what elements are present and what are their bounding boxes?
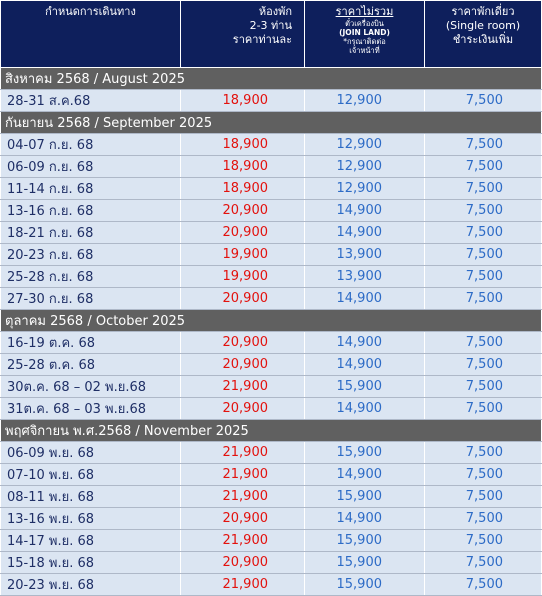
join-land-price-cell: 14,900 xyxy=(305,222,425,244)
room-price-cell: 21,900 xyxy=(181,574,305,596)
room-price-cell: 20,900 xyxy=(181,332,305,354)
table-row xyxy=(1,332,542,354)
single-room-cell: 7,500 xyxy=(425,90,542,112)
single-room-cell: 7,500 xyxy=(425,200,542,222)
table-row xyxy=(1,90,542,112)
join-land-price-cell: 12,900 xyxy=(305,134,425,156)
date-cell: 30ต.ค. 68 – 02 พ.ย.68 xyxy=(1,376,181,398)
room-price-cell: 21,900 xyxy=(181,376,305,398)
single-room-cell: 7,500 xyxy=(425,178,542,200)
room-price-cell: 20,900 xyxy=(181,288,305,310)
table-row xyxy=(1,552,542,574)
date-cell: 28-31 ส.ค.68 xyxy=(1,90,181,112)
date-cell: 15-18 พ.ย. 68 xyxy=(1,552,181,574)
table-row xyxy=(1,354,542,376)
month-header-row xyxy=(1,112,542,134)
month-title: ตุลาคม 2568 / October 2025 xyxy=(1,310,542,332)
single-room-cell: 7,500 xyxy=(425,244,542,266)
join-land-price-cell: 15,900 xyxy=(305,442,425,464)
join-land-price-cell: 13,900 xyxy=(305,244,425,266)
table-row xyxy=(1,200,542,222)
header-single-room: ราคาพักเดี่ยว (Single room) ชำระเงินเพิ่ม xyxy=(425,1,542,68)
single-room-cell: 7,500 xyxy=(425,156,542,178)
join-land-price-cell: 15,900 xyxy=(305,486,425,508)
room-price-cell: 18,900 xyxy=(181,134,305,156)
single-room-cell: 7,500 xyxy=(425,508,542,530)
single-room-cell: 7,500 xyxy=(425,530,542,552)
join-land-price-cell: 12,900 xyxy=(305,156,425,178)
table-row xyxy=(1,442,542,464)
month-header-row xyxy=(1,420,542,442)
room-price-cell: 18,900 xyxy=(181,156,305,178)
table-row xyxy=(1,398,542,420)
join-land-price-cell: 13,900 xyxy=(305,266,425,288)
table-row xyxy=(1,156,542,178)
single-room-cell: 7,500 xyxy=(425,222,542,244)
room-price-cell: 18,900 xyxy=(181,90,305,112)
join-land-price-cell: 12,900 xyxy=(305,90,425,112)
date-cell: 25-28 ต.ค. 68 xyxy=(1,354,181,376)
join-land-price-cell: 14,900 xyxy=(305,288,425,310)
single-room-cell: 7,500 xyxy=(425,134,542,156)
header-room-price: ห้องพัก 2-3 ท่าน ราคาท่านละ xyxy=(181,1,305,68)
date-cell: 18-21 ก.ย. 68 xyxy=(1,222,181,244)
join-land-price-cell: 12,900 xyxy=(305,178,425,200)
room-price-cell: 20,900 xyxy=(181,354,305,376)
table-row xyxy=(1,288,542,310)
table-body xyxy=(1,68,542,596)
date-cell: 06-09 พ.ย. 68 xyxy=(1,442,181,464)
date-cell: 16-19 ต.ค. 68 xyxy=(1,332,181,354)
date-cell: 14-17 พ.ย. 68 xyxy=(1,530,181,552)
date-cell: 11-14 ก.ย. 68 xyxy=(1,178,181,200)
join-land-price-cell: 14,900 xyxy=(305,354,425,376)
month-title: สิงหาคม 2568 / August 2025 xyxy=(1,68,542,90)
join-land-price-cell: 14,900 xyxy=(305,332,425,354)
single-room-cell: 7,500 xyxy=(425,442,542,464)
table-row xyxy=(1,376,542,398)
single-room-cell: 7,500 xyxy=(425,464,542,486)
single-room-cell: 7,500 xyxy=(425,398,542,420)
date-cell: 06-09 ก.ย. 68 xyxy=(1,156,181,178)
table-row xyxy=(1,222,542,244)
table-row xyxy=(1,486,542,508)
room-price-cell: 21,900 xyxy=(181,442,305,464)
table-row xyxy=(1,244,542,266)
date-cell: 13-16 พ.ย. 68 xyxy=(1,508,181,530)
date-cell: 13-16 ก.ย. 68 xyxy=(1,200,181,222)
single-room-cell: 7,500 xyxy=(425,332,542,354)
table-row xyxy=(1,530,542,552)
date-cell: 04-07 ก.ย. 68 xyxy=(1,134,181,156)
header-join-land-price: ราคาไม่รวม ตั๋วเครื่องบิน (JOIN LAND) *กรุณาติดต่อ เจ้าหน้าที่ xyxy=(305,1,425,68)
single-room-cell: 7,500 xyxy=(425,552,542,574)
table-row xyxy=(1,178,542,200)
single-room-cell: 7,500 xyxy=(425,288,542,310)
date-cell: 31ต.ค. 68 – 03 พ.ย.68 xyxy=(1,398,181,420)
join-land-price-cell: 15,900 xyxy=(305,530,425,552)
month-header-row xyxy=(1,68,542,90)
date-cell: 07-10 พ.ย. 68 xyxy=(1,464,181,486)
table-row xyxy=(1,508,542,530)
table-row xyxy=(1,464,542,486)
room-price-cell: 20,900 xyxy=(181,200,305,222)
room-price-cell: 20,900 xyxy=(181,508,305,530)
month-header-row xyxy=(1,310,542,332)
room-price-cell: 21,900 xyxy=(181,530,305,552)
room-price-cell: 19,900 xyxy=(181,244,305,266)
room-price-cell: 19,900 xyxy=(181,266,305,288)
single-room-cell: 7,500 xyxy=(425,354,542,376)
join-land-price-cell: 14,900 xyxy=(305,200,425,222)
month-title: พฤศจิกายน พ.ศ.2568 / November 2025 xyxy=(1,420,542,442)
join-land-price-cell: 14,900 xyxy=(305,464,425,486)
single-room-cell: 7,500 xyxy=(425,486,542,508)
room-price-cell: 20,900 xyxy=(181,222,305,244)
date-cell: 08-11 พ.ย. 68 xyxy=(1,486,181,508)
table-row xyxy=(1,266,542,288)
room-price-cell: 20,900 xyxy=(181,398,305,420)
table-row xyxy=(1,134,542,156)
date-cell: 27-30 ก.ย. 68 xyxy=(1,288,181,310)
join-land-price-cell: 15,900 xyxy=(305,552,425,574)
join-land-price-cell: 15,900 xyxy=(305,376,425,398)
date-cell: 25-28 ก.ย. 68 xyxy=(1,266,181,288)
join-land-price-cell: 14,900 xyxy=(305,398,425,420)
date-cell: 20-23 ก.ย. 68 xyxy=(1,244,181,266)
room-price-cell: 21,900 xyxy=(181,486,305,508)
single-room-cell: 7,500 xyxy=(425,574,542,596)
table-row xyxy=(1,574,542,596)
header-date: กำหนดการเดินทาง xyxy=(1,1,181,68)
join-land-price-cell: 14,900 xyxy=(305,508,425,530)
single-room-cell: 7,500 xyxy=(425,376,542,398)
date-cell: 20-23 พ.ย. 68 xyxy=(1,574,181,596)
month-title: กันยายน 2568 / September 2025 xyxy=(1,112,542,134)
room-price-cell: 21,900 xyxy=(181,464,305,486)
room-price-cell: 20,900 xyxy=(181,552,305,574)
join-land-price-cell: 15,900 xyxy=(305,574,425,596)
header-row xyxy=(1,1,542,68)
room-price-cell: 18,900 xyxy=(181,178,305,200)
single-room-cell: 7,500 xyxy=(425,266,542,288)
